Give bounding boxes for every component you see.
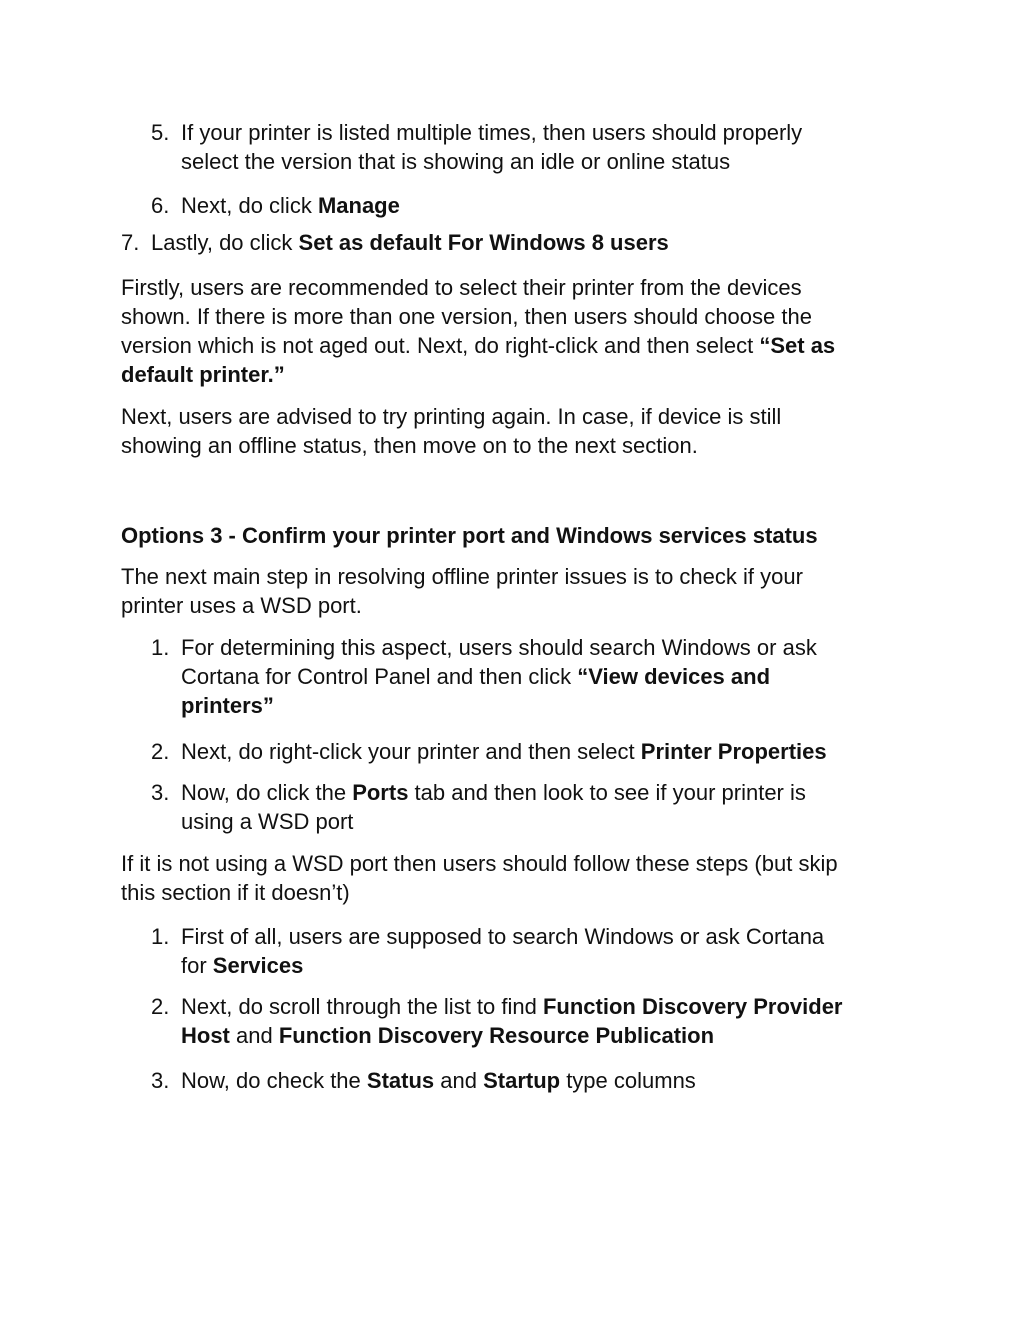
text-line — [121, 591, 803, 620]
bold-text: Host — [181, 1023, 230, 1048]
list-item-text — [181, 737, 827, 766]
list-number: 6. — [151, 193, 170, 218]
bold-text: Ports — [352, 780, 409, 805]
text-line — [121, 562, 803, 591]
text-run: and — [434, 1068, 484, 1093]
text-line — [181, 992, 843, 1021]
text-run: for — [181, 953, 213, 978]
text-run: Next, users are advised to try printing again. In case, if device is still — [121, 404, 782, 429]
bold-text: printers” — [181, 693, 274, 718]
text-run: Lastly, do click — [151, 230, 299, 255]
list-number: 1. — [151, 924, 170, 949]
section-heading: Options 3 - Confirm your printer port and Windows services status — [121, 523, 818, 548]
text-run: The next main step in resolving offline printer issues is to check if your — [121, 564, 803, 589]
text-line — [121, 273, 835, 302]
text-line — [181, 633, 817, 662]
text-run: Next, do scroll through the list to find — [181, 994, 543, 1019]
text-line — [181, 951, 824, 980]
text-line — [181, 191, 400, 220]
text-run: type columns — [560, 1068, 696, 1093]
list-item-text — [181, 992, 843, 1050]
text-run: version which is not aged out. Next, do right-click and then select — [121, 333, 760, 358]
text-run: shown. If there is more than one version, then users should choose the — [121, 304, 812, 329]
text-line — [121, 302, 835, 331]
text-line — [181, 118, 802, 147]
paragraph — [121, 849, 838, 907]
text-run: tab and then look to see if your printer is — [408, 780, 806, 805]
paragraph — [121, 562, 803, 620]
text-run: For determining this aspect, users should search Windows or ask — [181, 635, 817, 660]
text-line — [121, 331, 835, 360]
text-line — [121, 878, 838, 907]
bold-text: Printer Properties — [640, 739, 827, 764]
text-run: printer uses a WSD port. — [121, 593, 362, 618]
text-run: First of all, users are supposed to search Windows or ask Cortana — [181, 924, 825, 949]
list-number: 3. — [151, 1068, 170, 1093]
list-item-text — [181, 778, 806, 836]
text-line — [181, 778, 806, 807]
text-line — [181, 807, 806, 836]
bold-text: “View devices and — [577, 664, 771, 689]
bold-text: default printer.” — [121, 362, 285, 387]
list-item-text — [181, 191, 400, 220]
paragraph — [121, 402, 781, 460]
text-line — [181, 737, 827, 766]
text-line — [181, 147, 802, 176]
text-run: Firstly, users are recommended to select their printer from the devices — [121, 275, 802, 300]
list-item-text — [181, 633, 817, 720]
text-run: and — [229, 1023, 279, 1048]
list-number: 5. — [151, 120, 170, 145]
bold-text: Startup — [483, 1068, 561, 1093]
text-line — [121, 360, 835, 389]
text-run: this section if it doesn’t) — [121, 880, 350, 905]
list-item-text — [151, 228, 669, 257]
bold-text: Services — [212, 953, 304, 978]
text-run: Next, do right-click your printer and then select — [181, 739, 641, 764]
text-run: using a WSD port — [181, 809, 354, 834]
text-line — [181, 662, 817, 691]
list-number: 3. — [151, 780, 170, 805]
list-number: 2. — [151, 994, 170, 1019]
bold-text: Function Discovery Resource Publication — [278, 1023, 715, 1048]
text-line — [121, 431, 781, 460]
text-line — [181, 691, 817, 720]
bold-text: “Set as — [759, 333, 836, 358]
bold-text: Function Discovery Provider — [542, 994, 843, 1019]
text-run: If it is not using a WSD port then users should follow these steps (but skip — [121, 851, 838, 876]
list-number: 7. — [121, 230, 140, 255]
text-run: Now, do click the — [181, 780, 353, 805]
text-run: Cortana for Control Panel and then click — [181, 664, 578, 689]
text-run: select the version that is showing an idle or online status — [181, 149, 731, 174]
text-run: Now, do check the — [181, 1068, 367, 1093]
list-number: 2. — [151, 739, 170, 764]
text-line — [151, 228, 669, 257]
list-item-text — [181, 922, 824, 980]
text-line — [181, 922, 824, 951]
text-run: Next, do click — [181, 193, 318, 218]
bold-text: Manage — [317, 193, 400, 218]
list-item-text — [181, 1066, 696, 1095]
text-line — [181, 1066, 696, 1095]
paragraph — [121, 273, 835, 389]
text-line — [181, 1021, 843, 1050]
text-run: If your printer is listed multiple times, then users should properly — [181, 120, 803, 145]
text-line — [121, 402, 781, 431]
bold-text: Status — [366, 1068, 435, 1093]
list-number: 1. — [151, 635, 170, 660]
text-line — [121, 849, 838, 878]
list-item-text — [181, 118, 802, 176]
text-run: showing an offline status, then move on to the next section. — [121, 433, 698, 458]
bold-text: Set as default For Windows 8 users — [298, 230, 669, 255]
